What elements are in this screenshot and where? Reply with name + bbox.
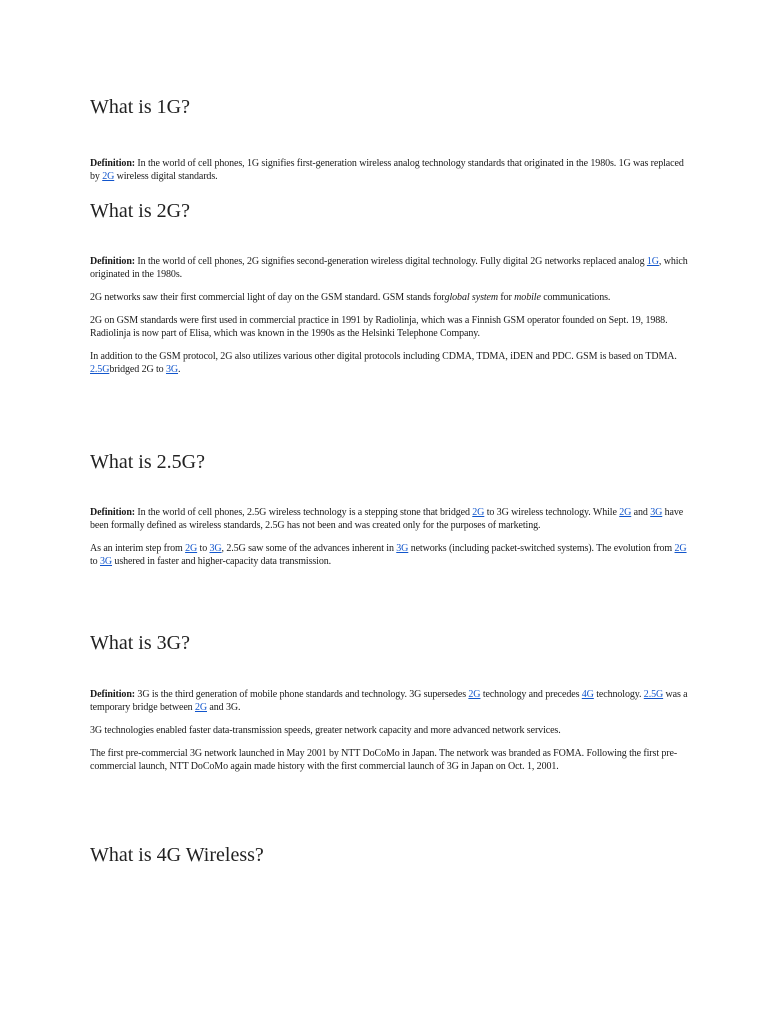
section-1g [90,95,690,183]
definition-label: Definition: [90,256,136,267]
heading-3g: What is 3G? [90,632,190,654]
paragraph-2-5g-interim: As an interim step from 2G to 3G, 2.5G saw some of the advances inherent in 3G networks (including packet-switched systems). The evolution from 2G to 3G ushered in faster and higher-capacity data transmission. [90,543,687,567]
paragraph-2g-history: 2G on GSM standards were first used in commercial practice in 1991 by Radiolinja, which was a Finnish GSM operator founded on Sept. 19, 1988. Radiolinja is now part of Elisa, which was known in the 1990s as the Helsinki Telephone Company. [90,315,668,339]
paragraph-3g-definition: Definition: 3G is the third generation of mobile phone standards and technology. 3G supersedes 2G technology and precedes 4G technology. 2.5G was a temporary bridge between 2G and 3G. [90,689,688,713]
paragraph-2g-gsm: 2G networks saw their first commercial light of day on the GSM standard. GSM stands forglobal system for mobile communications. [90,292,611,303]
section-2-5g [90,450,690,568]
link-4g[interactable]: 4G [581,689,594,700]
link-3g[interactable]: 3G [650,507,663,518]
link-2g[interactable]: 2G [194,702,207,713]
section-4g [90,843,690,867]
definition-label: Definition: [90,689,136,700]
link-3g[interactable]: 3G [165,364,179,375]
link-3g[interactable]: 3G [99,556,113,567]
heading-2-5g: What is 2.5G? [90,451,205,473]
link-2g[interactable]: 2G [468,689,481,700]
link-2-5g[interactable]: 2.5G [90,364,110,375]
link-1g[interactable]: 1G [646,256,659,267]
link-3g[interactable]: 3G [209,543,222,554]
link-2-5g[interactable]: 2.5G [643,689,664,700]
link-2g[interactable]: 2G [185,543,198,554]
heading-4g: What is 4G Wireless? [90,844,264,866]
definition-label: Definition: [90,158,136,169]
paragraph-3g-first-network: The first pre-commercial 3G network launched in May 2001 by NTT DoCoMo in Japan. The network was branded as FOMA. Following the first pre-commercial launch, NTT DoCoMo again made history with the first commercial launch of 3G in Japan on Oct. 1, 2001. [90,748,678,772]
section-3g [90,631,690,773]
link-2g[interactable]: 2G [619,507,632,518]
link-3g[interactable]: 3G [396,543,409,554]
link-2g[interactable]: 2G [102,171,115,182]
link-2g[interactable]: 2G [674,543,687,554]
section-2g [90,199,690,376]
link-2g[interactable]: 2G [472,507,485,518]
heading-2g: What is 2G? [90,200,190,222]
paragraph-2-5g-definition: Definition: In the world of cell phones, 2.5G wireless technology is a stepping stone that bridged 2G to 3G wireless technology. While 2G and 3G have been formally defined as wireless standards, 2.5G has not been and was created only for the purposes of marketing. [90,507,684,531]
paragraph-2g-definition: Definition: In the world of cell phones, 2G signifies second-generation wireless digital technology. Fully digital 2G networks replaced analog 1G, which originated in the 1980s. [90,256,688,280]
paragraph-3g-technologies: 3G technologies enabled faster data-transmission speeds, greater network capacity and more advanced network services. [90,725,561,736]
paragraph-1g-definition: Definition: In the world of cell phones, 1G signifies first-generation wireless analog technology standards that originated in the 1980s. 1G was replaced by 2G wireless digital standards. [90,158,684,182]
heading-1g: What is 1G? [90,96,190,118]
definition-label: Definition: [90,507,136,518]
paragraph-2g-protocols: In addition to the GSM protocol, 2G also utilizes various other digital protocols including CDMA, TDMA, iDEN and PDC. GSM is based on TDMA. 2.5Gbridged 2G to 3G. [90,351,677,375]
